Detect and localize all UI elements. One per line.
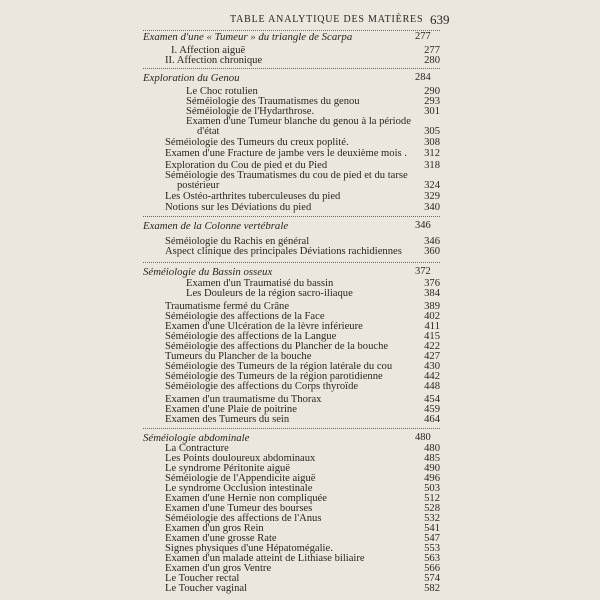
section-title: Séméiologie du Bassin osseux	[143, 266, 273, 278]
toc-entry	[143, 137, 440, 148]
entry-page: 503	[424, 483, 440, 494]
entry-text: Les Ostéo-arthrites tuberculeuses du pied	[165, 191, 341, 202]
entry-page: 280	[424, 55, 440, 66]
entry-text: Séméiologie du Rachis en général	[165, 236, 310, 247]
entry-page: 290	[424, 86, 440, 97]
entry-page: 329	[424, 191, 440, 202]
entry-page: 532	[424, 513, 440, 524]
entry-text: Examen d'un traumatisme du Thorax	[165, 394, 322, 405]
entry-text: Examen des Tumeurs du sein	[165, 414, 290, 425]
entry-text: Séméiologie des Tumeurs de la région latérale du cou	[165, 361, 393, 372]
entry-page: 563	[424, 553, 440, 564]
toc-entry	[143, 246, 440, 257]
section-title: Exploration du Genou	[143, 72, 240, 84]
entry-page: 389	[424, 301, 440, 312]
entry-text: Séméiologie des affections de l'Anus	[165, 513, 322, 524]
entry-text: Exploration du Cou de pied et du Pied	[165, 160, 328, 171]
header-page-number: 639	[430, 12, 450, 27]
entry-text: Examen d'une Tumeur blanche du genou à la période	[186, 116, 411, 127]
entry-text: Traumatisme fermé du Crâne	[165, 301, 290, 312]
toc-entry	[143, 202, 440, 213]
entry-text: Examen d'une Tumeur des bourses	[165, 503, 313, 514]
entry-page: 277	[424, 45, 440, 56]
entry-text: Notions sur les Déviations du pied	[165, 202, 312, 213]
entry-text: Les Douleurs de la région sacro-iliaque	[186, 288, 353, 299]
entry-page: 566	[424, 563, 440, 574]
section-separator	[143, 216, 440, 217]
entry-page: 318	[424, 160, 440, 171]
toc-entry	[143, 55, 440, 66]
entry-text: Séméiologie des Tumeurs du creux poplité.	[165, 137, 349, 148]
entry-text: d'état	[197, 126, 220, 137]
entry-page: 485	[424, 453, 440, 464]
entry-page: 324	[424, 180, 440, 191]
entry-page: 340	[424, 202, 440, 213]
toc-entry	[143, 126, 440, 137]
entry-page: 312	[424, 148, 440, 159]
entry-page: 541	[424, 523, 440, 534]
entry-page: 442	[424, 371, 440, 382]
entry-text: Examen d'une Plaie de poitrine	[165, 404, 297, 415]
entry-text: Examen d'une Ulcération de la lèvre inférieure	[165, 321, 363, 332]
section-page: 480	[415, 432, 431, 443]
entry-page: 430	[424, 361, 440, 372]
entry-text: Tumeurs du Plancher de la bouche	[165, 351, 312, 362]
entry-page: 547	[424, 533, 440, 544]
entry-text: Séméiologie de l'Hydarthrose.	[186, 106, 315, 117]
section-separator	[143, 262, 440, 263]
entry-page: 301	[424, 106, 440, 117]
entry-text: Examen d'un malade atteint de Lithiase biliaire	[165, 553, 365, 564]
entry-text: Examen d'une grosse Rate	[165, 533, 277, 544]
entry-text: Le Toucher vaginal	[165, 583, 248, 594]
entry-page: 528	[424, 503, 440, 514]
entry-page: 480	[424, 443, 440, 454]
entry-text: La Contracture	[165, 443, 229, 454]
entry-text: Examen d'une Fracture de jambe vers le deuxième mois .	[165, 148, 407, 159]
entry-text: Examen d'un gros Rein	[165, 523, 264, 534]
entry-text: Séméiologie des affections de la Langue	[165, 331, 337, 342]
entry-text: Les Points douloureux abdominaux	[165, 453, 316, 464]
entry-page: 384	[424, 288, 440, 299]
entry-page: 427	[424, 351, 440, 362]
entry-text: Séméiologie de l'Appendicite aiguë	[165, 473, 316, 484]
entry-text: postérieur	[177, 180, 220, 191]
entry-page: 422	[424, 341, 440, 352]
entry-page: 459	[424, 404, 440, 415]
section-separator	[143, 68, 440, 69]
entry-page: 574	[424, 573, 440, 584]
entry-text: Séméiologie des affections du Plancher de la bouche	[165, 341, 389, 352]
entry-page: 553	[424, 543, 440, 554]
entry-text: Séméiologie des Tumeurs de la région parotidienne	[165, 371, 383, 382]
entry-text: Le syndrome Péritonite aiguë	[165, 463, 291, 474]
toc-entry	[143, 148, 440, 159]
entry-page: 308	[424, 137, 440, 148]
toc-entry	[143, 381, 440, 392]
entry-text: Le Toucher rectal	[165, 573, 240, 584]
entry-page: 454	[424, 394, 440, 405]
entry-page: 305	[424, 126, 440, 137]
entry-page: 464	[424, 414, 440, 425]
section-title: Examen de la Colonne vertébrale	[143, 220, 289, 232]
entry-page: 293	[424, 96, 440, 107]
entry-text: II. Affection chronique	[165, 55, 263, 66]
entry-page: 402	[424, 311, 440, 322]
entry-page: 512	[424, 493, 440, 504]
section-page: 277	[415, 31, 431, 42]
entry-page: 496	[424, 473, 440, 484]
section-title: Séméiologie abdominale	[143, 432, 250, 444]
toc-entry	[143, 180, 440, 191]
entry-text: Le syndrome Occlusion intestinale	[165, 483, 313, 494]
entry-page: 582	[424, 583, 440, 594]
entry-text: Examen d'une Hernie non compliquée	[165, 493, 327, 504]
toc-entry	[143, 288, 440, 299]
section-separator	[143, 428, 440, 429]
entry-text: Aspect clinique des principales Déviations rachidiennes	[165, 246, 402, 257]
entry-page: 415	[424, 331, 440, 342]
entry-page: 411	[424, 321, 440, 332]
entry-page: 448	[424, 381, 440, 392]
entry-text: Examen d'un Traumatisé du bassin	[186, 278, 334, 289]
section-page: 346	[415, 220, 431, 231]
entry-text: I. Affection aiguë	[171, 45, 246, 56]
section-page: 284	[415, 72, 431, 83]
toc-entry	[143, 583, 440, 594]
entry-text: Signes physiques d'une Hépatomégalie.	[165, 543, 333, 554]
entry-page: 490	[424, 463, 440, 474]
entry-text: Séméiologie des affections de la Face	[165, 311, 325, 322]
section-page: 372	[415, 266, 431, 277]
section-title: Examen d'une « Tumeur » du triangle de Scarpa	[143, 31, 353, 43]
entry-text: Séméiologie des Traumatismes du cou de pied et du tarse	[165, 170, 408, 181]
entry-text: Séméiologie des affections du Corps thyroïde	[165, 381, 359, 392]
entry-text: Séméiologie des Traumatismes du genou	[186, 96, 360, 107]
toc-entry	[143, 191, 440, 202]
entry-page: 360	[424, 246, 440, 257]
header-title: TABLE ANALYTIQUE DES MATIÈRES	[230, 14, 424, 25]
entry-page: 346	[424, 236, 440, 247]
entry-text: Examen d'un gros Ventre	[165, 563, 272, 574]
toc-entry	[143, 414, 440, 425]
entry-text: Le Choc rotulien	[186, 86, 258, 97]
entry-page: 376	[424, 278, 440, 289]
